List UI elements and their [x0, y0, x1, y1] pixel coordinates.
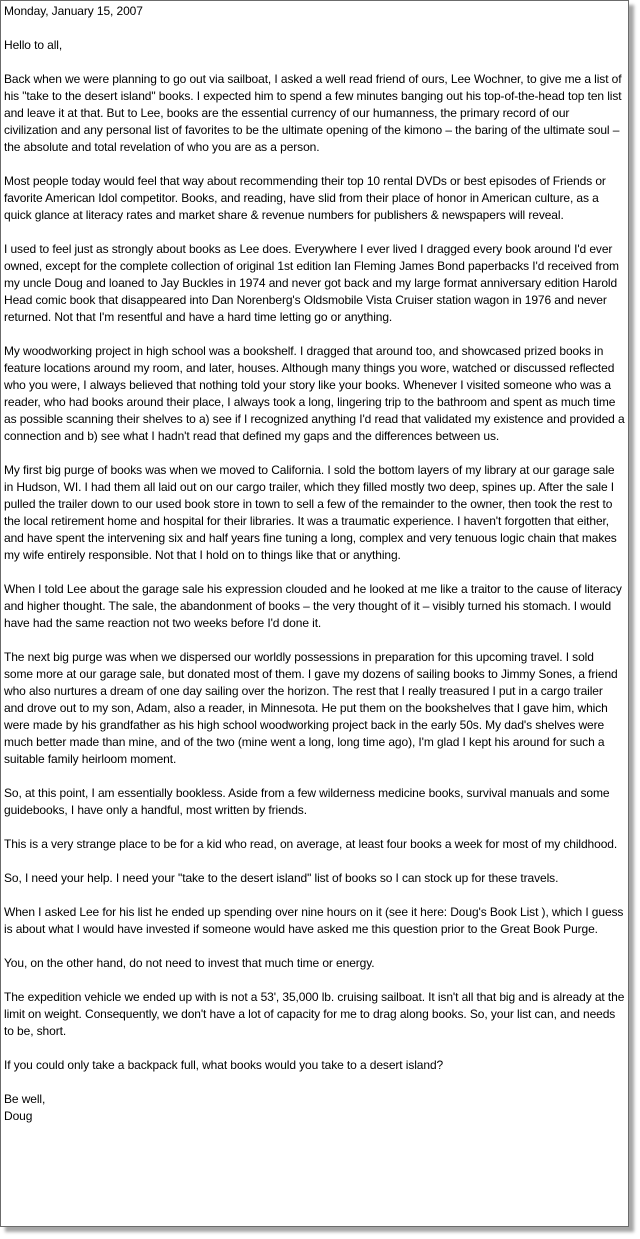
paragraph-4: My woodworking project in high school was a bookshelf. I dragged that around too, and showcased prized books in feature locations around my room, and later, houses. Although many things you wore, watched or discussed reflected who you were, I always believed that nothing told your story like your books. Whenever I visited someone who was a reader, who had books around their place, I always took a long, lingering trip to the bathroom and spent as much time as possible scanning their shelves to a) see if I recognized anything I'd read that validated my existence and provided a connection and b) see what I hadn't read that defined my gaps and the differences between us.: [4, 344, 625, 443]
letter-date: Monday, January 15, 2007: [4, 4, 143, 18]
paragraph-13: The expedition vehicle we ended up with is not a 53', 35,000 lb. cruising sailboat. It isn't all that big and is already at the limit on weight. Consequently, we don't have a lot of capacity for me to drag along books. So, your list can, and needs to be, short.: [4, 990, 625, 1038]
paragraph-6: When I told Lee about the garage sale his expression clouded and he looked at me like a traitor to the cause of literacy and higher thought. The sale, the abandonment of books – the very thought of it – visibly turned his stomach. I would have had the same reaction not two weeks before I'd done it.: [4, 582, 622, 630]
paragraph-3: I used to feel just as strongly about books as Lee does. Everywhere I ever lived I dragged every book around I'd ever owned, except for the complete collection of original 1st edition Ian Fleming James Bond paperbacks I'd received from my uncle Doug and loaned to Jay Buckles in 1974 and never got back and my large format anniversary edition Harold Head comic book that disappeared into Dan Norenberg's Oldsmobile Vista Cruiser station wagon in 1976 and never returned. Not that I'm resentful and have a hard time letting go or anything.: [4, 242, 619, 324]
paragraph-14: If you could only take a backpack full, what books would you take to a desert island?: [4, 1058, 444, 1072]
paragraph-7: The next big purge was when we dispersed our worldly possessions in preparation for this upcoming travel. I sold some more at our garage sale, but donated most of them. I gave my dozens of sailing books to Jimmy Sones, a friend who also nurtures a dream of one day sailing over the horizon. The rest that I really treasured I put in a cargo trailer and drove out to my son, Adam, also a reader, in Minnesota. He put them on the bookshelves that I gave him, which were made by his grandfather as his high school woodworking project back in the early 50s. My dad's shelves were much better made than mine, and of the two (mine went a long, long time ago), I'm glad I kept his around for such a suitable family heirloom moment.: [4, 650, 618, 766]
letter-signature: Doug: [4, 1109, 33, 1123]
paragraph-12: You, on the other hand, do not need to invest that much time or energy.: [4, 956, 375, 970]
paragraph-10: So, I need your help. I need your "take to the desert island" list of books so I can stock up for these travels.: [4, 871, 559, 885]
paragraph-1: Back when we were planning to go out via sailboat, I asked a well read friend of ours, Lee Wochner, to give me a list of his "take to the desert island" books. I expected him to spend a few minutes banging out his top-of-the-head top ten list and leave it at that. But to Lee, books are the essential currency of our humanness, the primary record of our civilization and any personal list of favorites to be the ultimate opening of the kimono – the baring of the ultimate soul – the absolute and total revelation of who you are as a person.: [4, 72, 622, 154]
letter-greeting: Hello to all,: [4, 38, 63, 52]
paragraph-11: When I asked Lee for his list he ended up spending over nine hours on it (see it here: Doug's Book List ), which I guess is about what I would have invested if someone would have asked me this question prior to the Great Book Purge.: [4, 905, 624, 936]
paragraph-2: Most people today would feel that way about recommending their top 10 rental DVDs or best episodes of Friends or favorite American Idol competitor. Books, and reading, have slid from their place of honor in American culture, as a quick glance at literacy rates and market share & revenue numbers for publishers & newspapers will reveal.: [4, 174, 606, 222]
letter-body: [4, 3, 625, 1125]
paragraph-5: My first big purge of books was when we moved to California. I sold the bottom layers of my library at our garage sale in Hudson, WI. I had them all laid out on our cargo trailer, which they filled mostly two deep, spines up. After the sale I pulled the trailer down to our used book store in town to sell a few of the remainder to the owner, then took the rest to the local retirement home and hospital for their libraries. It was a traumatic experience. I haven't forgotten that either, and have spent the intervening six and half years fine tuning a long, complex and very tenuous logic chain that makes my wife entirely responsible. Not that I hold on to things like that or anything.: [4, 463, 617, 562]
paragraph-8: So, at this point, I am essentially bookless. Aside from a few wilderness medicine books, survival manuals and some guidebooks, I have only a handful, most written by friends.: [4, 786, 610, 817]
paragraph-9: This is a very strange place to be for a kid who read, on average, at least four books a week for most of my childhood.: [4, 837, 618, 851]
letter-closing: Be well,: [4, 1092, 46, 1106]
